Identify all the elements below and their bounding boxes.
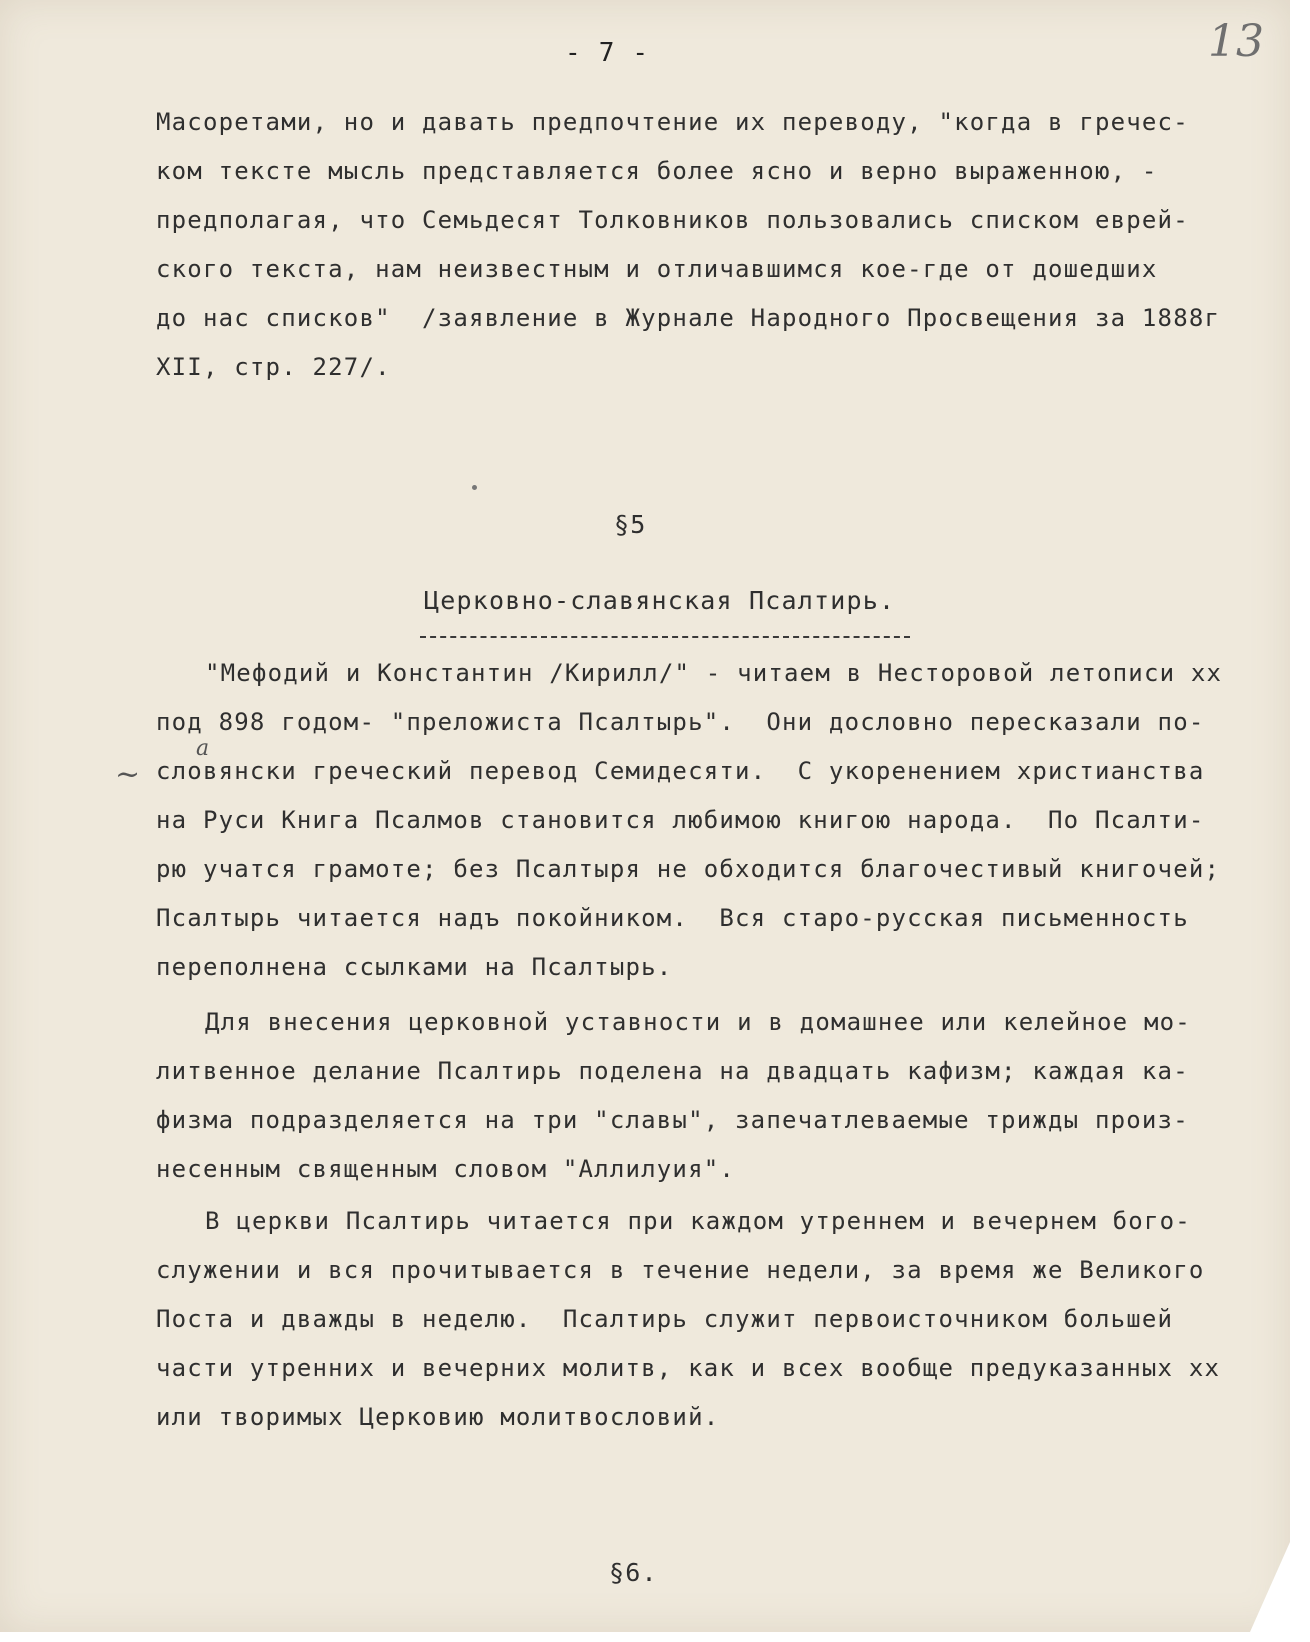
text-line: несенным священным словом "Аллилуия". bbox=[156, 1155, 736, 1183]
text-line: XII, стр. 227/. bbox=[156, 353, 391, 381]
text-line: Псалтырь читается надъ покойником. Вся старо-русская письменность bbox=[156, 904, 1189, 932]
text-line: "Мефодий и Константин /Кирилл/" - читаем в Несторовой летописи xx bbox=[205, 659, 1223, 687]
text-line: физма подразделяется на три "славы", запечатлеваемые трижды произ- bbox=[156, 1106, 1189, 1134]
margin-annotation: ~ bbox=[115, 757, 141, 792]
text-line: словянски греческий перевод Семидесяти. С укоренением христианства bbox=[156, 757, 1205, 785]
text-line: под 898 годом- "преложиста Псалтырь". Они дословно пересказали по- bbox=[156, 708, 1205, 736]
text-line: рю учатся грамоте; без Псалтыря не обходится благочестивый книгочей; bbox=[156, 855, 1221, 883]
handwritten-page-number: 13 bbox=[1208, 16, 1264, 67]
text-line: ком тексте мысль представляется более ясно и верно выраженною, - bbox=[156, 157, 1158, 185]
text-line: Для внесения церковной уставности и в домашнее или келейное мо- bbox=[205, 1008, 1191, 1036]
text-line: ского текста, нам неизвестным и отличавшимся кое-где от дошедших bbox=[156, 255, 1158, 283]
text-line: служении и вся прочитывается в течение недели, за время же Великого bbox=[156, 1256, 1205, 1284]
page-corner-fold bbox=[1250, 1542, 1290, 1632]
ink-speck bbox=[472, 485, 477, 490]
heading-underline bbox=[420, 636, 910, 638]
page-number: - 7 - bbox=[565, 38, 650, 68]
text-line: В церкви Псалтирь читается при каждом утреннем и вечернем бого- bbox=[205, 1207, 1191, 1235]
text-line: на Руси Книга Псалмов становится любимою книгою народа. По Псалти- bbox=[156, 806, 1205, 834]
text-line: предполагая, что Семьдесят Толковников пользовались списком еврей- bbox=[156, 206, 1189, 234]
text-line: Поста и дважды в неделю. Псалтирь служит первоисточником большей bbox=[156, 1305, 1174, 1333]
section-mark-5: §5 bbox=[614, 510, 647, 539]
text-line: переполнена ссылками на Псалтырь. bbox=[156, 953, 673, 981]
text-line: до нас списков" /заявление в Журнале Народного Просвещения за 1888г bbox=[156, 304, 1221, 332]
text-line: или творимых Церковию молитвословий. bbox=[156, 1403, 720, 1431]
text-line: литвенное делание Псалтирь поделена на двадцать кафизм; каждая ка- bbox=[156, 1057, 1189, 1085]
text-line: Масоретами, но и давать предпочтение их переводу, "когда в гречес- bbox=[156, 108, 1189, 136]
section-heading: Церковно-славянская Псалтирь. bbox=[424, 586, 896, 615]
text-line: части утренних и вечерних молитв, как и всех вообще предуказанных xx bbox=[156, 1354, 1221, 1382]
section-mark-6: §6. bbox=[609, 1558, 658, 1587]
interlinear-correction: а bbox=[196, 736, 210, 761]
